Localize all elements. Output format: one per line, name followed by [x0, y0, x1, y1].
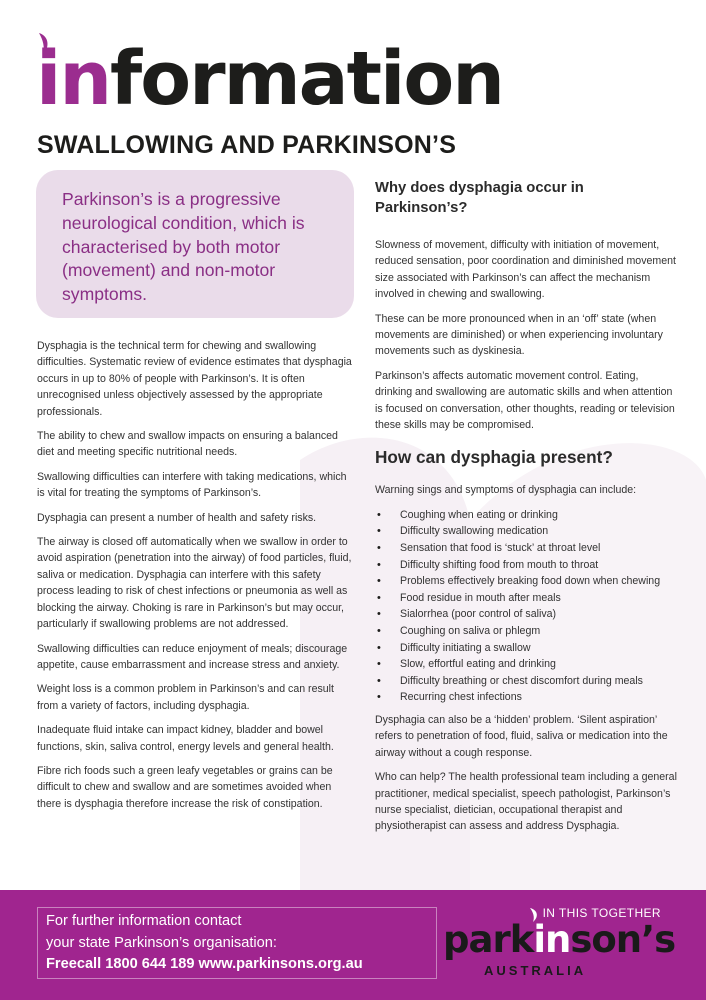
section-heading-how: How can dysphagia present? — [375, 447, 613, 468]
intro-text: Parkinson’s is a progressive neurological condition, which is characterised by both motor (movement) and non-motor symptoms. — [62, 189, 305, 305]
contact-line-1: For further information contact — [46, 913, 242, 929]
parkinsons-australia-logo — [443, 904, 676, 988]
why-paragraph: Slowness of movement, difficulty with initiation of movement, reduced sensation, poor coordination and diminished movement size associated with Parkinson’s can affect the mechanism involved in chewing and swallowing. — [375, 239, 676, 301]
contact-line-2: your state Parkinson’s organisation: — [46, 934, 277, 951]
list-item: • Sensation that food is ‘stuck’ at throat level — [375, 540, 677, 557]
logo-subtitle: AUSTRALIA — [484, 963, 587, 978]
list-item: • Difficulty initiating a swallow — [375, 640, 677, 657]
list-item: • Difficulty swallowing medication — [375, 523, 677, 540]
list-item: • Recurring chest infections — [375, 689, 677, 706]
brand-wordmark — [36, 36, 503, 122]
logo-tagline: IN THIS TOGETHER — [542, 906, 661, 920]
symptom-list — [375, 507, 677, 706]
list-item: • Sialorrhea (poor control of saliva) — [375, 606, 677, 623]
logo-word-in: in — [533, 918, 571, 961]
why-paragraph: Parkinson’s affects automatic movement control. Eating, drinking and swallowing are automatic skills and when attention is focused on conversation, other thoughts, reading or television these skills may be compromised. — [375, 369, 675, 432]
how-paragraph: Who can help? The health professional team including a general practitioner, medical specialist, speech pathologist, Parkinson’s nurse specialist, dietician, occupational therapist and physiotherapist can assess and address Dysphagia. — [375, 771, 677, 833]
left-paragraph: Weight loss is a common problem in Parkinson’s and can result from a variety of factors, including dysphagia. — [37, 683, 334, 712]
left-paragraph: Inadequate fluid intake can impact kidney, bladder and bowel functions, skin, saliva control, energy levels and general health. — [37, 724, 334, 753]
left-column — [37, 338, 355, 820]
brand-in: in — [36, 36, 111, 122]
leaf-icon — [37, 33, 51, 55]
list-item: • Difficulty breathing or chest discomfort during meals — [375, 673, 677, 690]
why-paragraph: These can be more pronounced when in an ‘off’ state (when movements are diminished) or when experiencing involuntary movements such as dyskinesia. — [375, 312, 663, 358]
left-paragraph: The ability to chew and swallow impacts on ensuring a balanced diet and meeting specific nutritional needs. — [37, 430, 338, 459]
logo-word-sons: son’s — [570, 918, 676, 961]
left-paragraph: Swallowing difficulties can interfere with taking medications, which is vital for treating the symptoms of Parkinson’s. — [37, 470, 347, 500]
list-item: • Food residue in mouth after meals — [375, 590, 677, 607]
left-paragraph: The airway is closed off automatically when we swallow in order to avoid aspiration (penetration into the airway) of food particles, fluid, saliva or medication. Dysphagia can interfere with this safety process leading to risk of chest infections or pneumonia as well as blocking the airway. Choking is rare in Parkinson’s but may occur, particularly if swallowing problems are not addressed. — [37, 536, 352, 631]
list-item: • Coughing on saliva or phlegm — [375, 623, 677, 640]
brand-rest: formation — [110, 36, 503, 122]
right-column — [375, 178, 677, 843]
left-paragraph: Dysphagia can present a number of health and safety risks. — [37, 511, 317, 524]
logo-word-park: park — [443, 918, 534, 961]
how-intro: Warning sings and symptoms of dysphagia can include: — [375, 484, 637, 497]
left-paragraph: Fibre rich foods such a green leafy vegetables or grains can be difficult to chew and swallow and are sometimes avoided when there is dysphagia therefore increase the risk of constipation. — [37, 764, 333, 810]
left-paragraph: Dysphagia is the technical term for chewing and swallowing difficulties. Systematic review of evidence estimates that dysphagia occurs in up to 80% of people with Parkinson’s. It is often unrecognised unless objectively assessed by the appropriate professionals. — [37, 340, 352, 418]
list-item: • Slow, effortful eating and drinking — [375, 656, 677, 673]
list-item: • Problems effectively breaking food down when chewing — [375, 573, 677, 590]
how-paragraph: Dysphagia can also be a ‘hidden’ problem. ‘Silent aspiration’ refers to penetration of food, fluid, saliva or medication into the airway without a cough response. — [375, 714, 668, 759]
page-title: SWALLOWING AND PARKINSON’S — [37, 131, 457, 159]
contact-phone-website[interactable]: Freecall 1800 644 189 www.parkinsons.org.au — [46, 956, 363, 972]
contact-box — [37, 907, 437, 979]
list-item: • Coughing when eating or drinking — [375, 507, 677, 524]
intro-callout — [36, 170, 354, 318]
section-heading-why: Why does dysphagia occur in Parkinson’s? — [375, 180, 584, 216]
left-paragraph: Swallowing difficulties can reduce enjoyment of meals; discourage appetite, cause embarrassment and increase stress and anxiety. — [37, 642, 348, 671]
list-item: • Difficulty shifting food from mouth to throat — [375, 557, 677, 574]
logo-wordmark — [443, 920, 675, 960]
footer-banner — [0, 890, 706, 1000]
